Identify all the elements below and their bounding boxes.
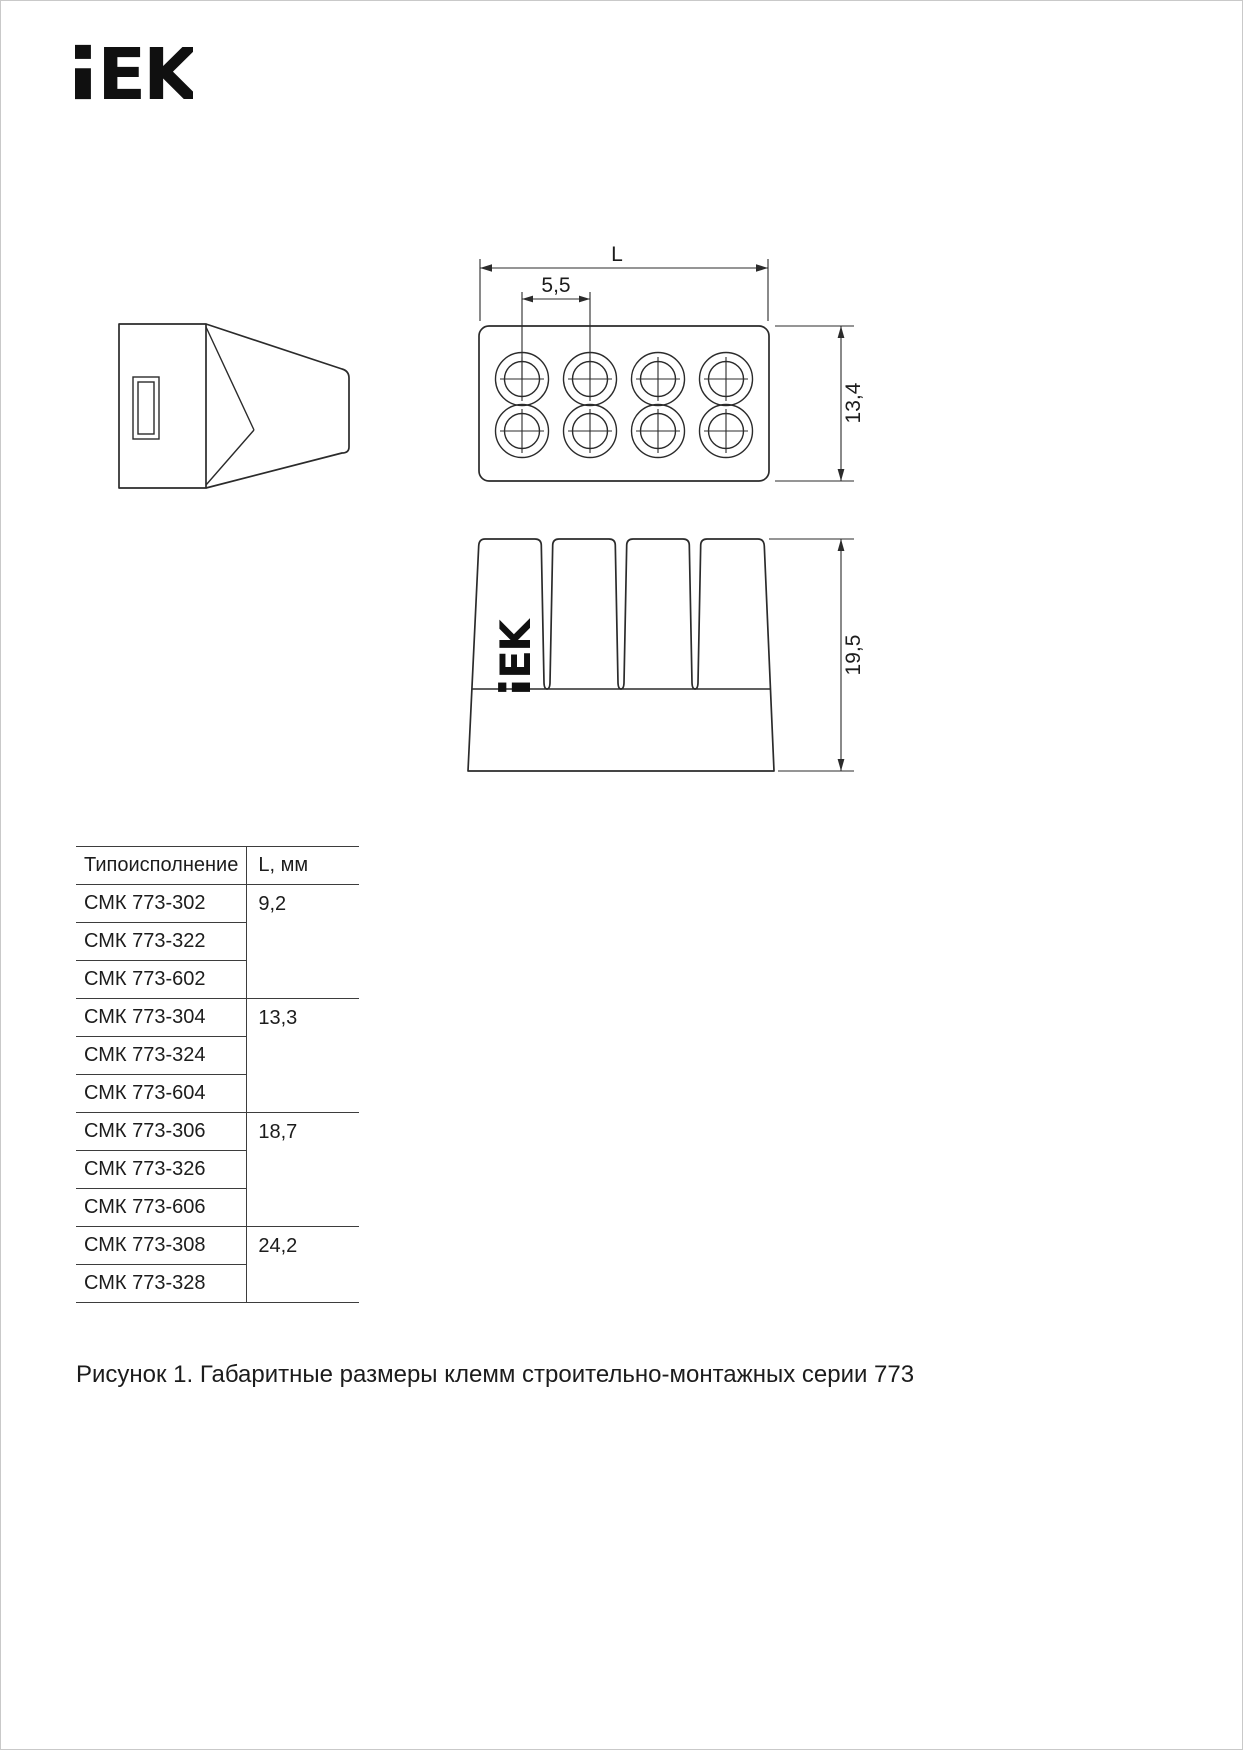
logo-ek-letters: EK xyxy=(97,43,193,101)
model-cell: СМК 773-602 xyxy=(76,961,247,999)
length-cell: 24,2 xyxy=(247,1227,359,1303)
dimension-table xyxy=(76,846,359,1303)
model-cell: СМК 773-326 xyxy=(76,1151,247,1189)
col-header-length: L, мм xyxy=(247,847,359,885)
table-row xyxy=(76,885,359,923)
model-cell: СМК 773-328 xyxy=(76,1265,247,1303)
model-cell: СМК 773-304 xyxy=(76,999,247,1037)
col-header-type: Типоисполнение xyxy=(76,847,247,885)
front-view xyxy=(468,539,865,771)
model-cell: СМК 773-302 xyxy=(76,885,247,923)
side-view-wedge-lines xyxy=(206,327,254,485)
table-row xyxy=(76,1227,359,1265)
model-cell: СМК 773-306 xyxy=(76,1113,247,1151)
table-row xyxy=(76,999,359,1037)
model-cell: СМК 773-308 xyxy=(76,1227,247,1265)
side-view-slot-inner xyxy=(138,382,154,434)
length-cell: 18,7 xyxy=(247,1113,359,1227)
dim-label-total-height: 19,5 xyxy=(842,634,865,676)
figure-caption: Рисунок 1. Габаритные размеры клемм строительно-монтажных серии 773 xyxy=(76,1361,915,1388)
model-cell: СМК 773-322 xyxy=(76,923,247,961)
side-view-body xyxy=(119,324,206,488)
side-view xyxy=(119,324,349,488)
dimension-L xyxy=(480,243,768,321)
table-header-row xyxy=(76,847,359,885)
length-cell: 9,2 xyxy=(247,885,359,999)
pole-holes xyxy=(496,353,753,458)
dimension-body-height xyxy=(775,326,865,481)
length-cell: 13,3 xyxy=(247,999,359,1113)
dim-label-L: L xyxy=(611,243,623,266)
dim-label-body-height: 13,4 xyxy=(842,382,865,424)
model-cell: СМК 773-606 xyxy=(76,1189,247,1227)
dim-label-pitch: 5,5 xyxy=(541,274,571,297)
side-view-nose xyxy=(206,324,349,488)
table-row xyxy=(76,1113,359,1151)
molded-iek-logo xyxy=(491,618,540,692)
model-cell: СМК 773-604 xyxy=(76,1075,247,1113)
top-view xyxy=(479,243,865,481)
model-cell: СМК 773-324 xyxy=(76,1037,247,1075)
side-view-slot-outer xyxy=(133,377,159,439)
dimension-total-height xyxy=(769,539,865,771)
